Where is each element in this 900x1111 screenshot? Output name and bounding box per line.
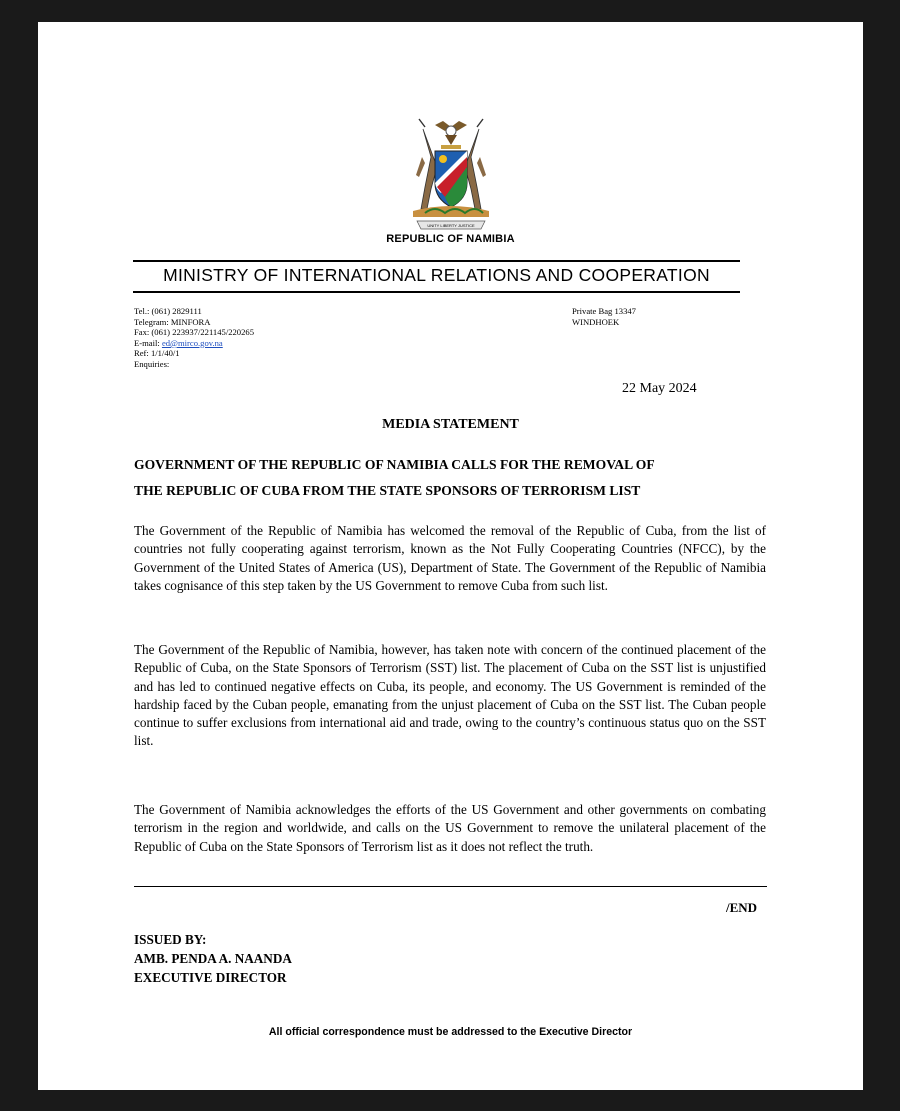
crest-motto: UNITY LIBERTY JUSTICE xyxy=(427,223,475,228)
issuer-title: EXECUTIVE DIRECTOR xyxy=(134,970,287,985)
enquiries: Enquiries: xyxy=(134,358,170,369)
headline-line-1: GOVERNMENT OF THE REPUBLIC OF NAMIBIA CALLS FOR THE REMOVAL OF xyxy=(134,457,655,472)
fax: Fax: (061) 223937/221145/220265 xyxy=(134,327,254,338)
bottom-rule xyxy=(133,291,740,293)
headline xyxy=(134,452,774,504)
paragraph-2: The Government of the Republic of Namibia, however, has taken note with concern of the continued placement of the Republic of Cuba, on the State Sponsors of Terrorism (SST) list. The placement of Cuba on the SST list is unjustified and has led to continued negative effects on Cuba, its people, and economy. The US Government is reminded of the hardship faced by the Cuban people, emanating from the unjust placement of Cuba on the SST list. The Cuban people continue to suffer exclusions from international aid and trade, owing to the country’s continuous status quo on the SST list. xyxy=(134,642,766,749)
issuer-name: AMB. PENDA A. NAANDA xyxy=(134,951,292,966)
reference: Ref: 1/1/40/1 xyxy=(134,348,180,359)
issued-by-block xyxy=(134,930,292,987)
end-mark: /END xyxy=(726,900,758,915)
namibia-coat-of-arms-icon xyxy=(405,117,497,242)
contact-details xyxy=(134,306,254,370)
ministry-heading: MINISTRY OF INTERNATIONAL RELATIONS AND COOPERATION xyxy=(163,265,710,285)
headline-line-2: THE REPUBLIC OF CUBA FROM THE STATE SPONSORS OF TERRORISM LIST xyxy=(134,483,641,498)
statement-type: MEDIA STATEMENT xyxy=(382,417,519,432)
paragraph-1: The Government of the Republic of Namibia has welcomed the removal of the Republic of Cuba, from the list of countries not fully cooperating against terrorism, known as the Not Fully Cooperating Countries (NFCC), by the Government of the United States of America (US), Department of State. The Government of the Republic of Namibia takes cognisance of this step taken by the US Government to remove Cuba from such list. xyxy=(134,523,766,593)
city: WINDHOEK xyxy=(572,316,620,327)
statement-date: 22 May 2024 xyxy=(622,381,697,396)
top-rule xyxy=(133,260,740,262)
end-rule xyxy=(134,886,767,887)
email-label: E-mail: xyxy=(134,337,160,348)
document-page xyxy=(38,22,863,1090)
postal-address xyxy=(572,306,636,327)
telephone: Tel.: (061) 2829111 xyxy=(134,306,202,316)
email-line xyxy=(134,338,254,349)
republic-heading: REPUBLIC OF NAMIBIA xyxy=(386,233,515,245)
paragraph-3: The Government of Namibia acknowledges the efforts of the US Government and other governments on combating terrorism in the region and worldwide, and calls on the US Government to remove the unilateral placement of the Republic of Cuba on the State Sponsors of Terrorism list as it does not reflect the truth. xyxy=(134,802,766,854)
telegram: Telegram: MINFORA xyxy=(134,316,211,327)
footer-note: All official correspondence must be addressed to the Executive Director xyxy=(268,1026,633,1038)
private-bag: Private Bag 13347 xyxy=(572,306,636,316)
issued-by-label: ISSUED BY: xyxy=(134,932,207,947)
email-link[interactable]: ed@mirco.gov.na xyxy=(161,337,223,348)
